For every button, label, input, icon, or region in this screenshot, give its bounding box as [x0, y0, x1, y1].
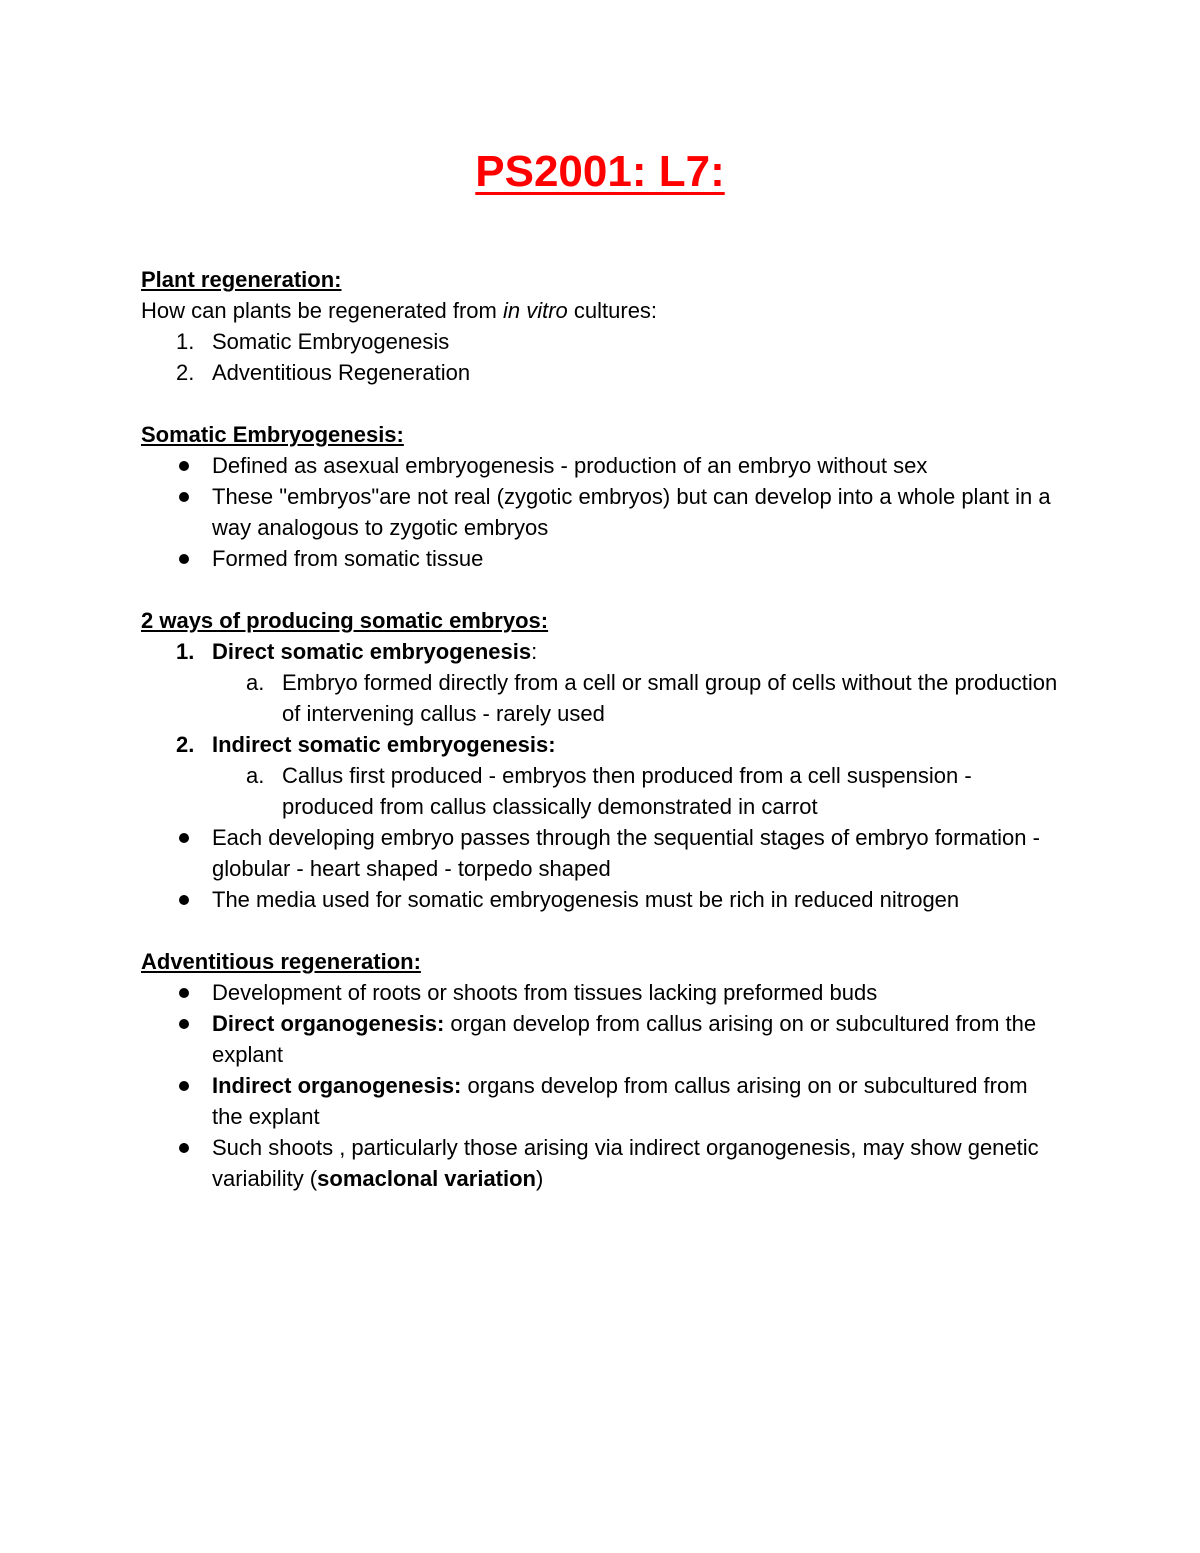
- sub-list-text: Embryo formed directly from a cell or small group of cells without the production of intervening callus - rarely used: [282, 670, 1058, 726]
- sub-list-letter: a.: [246, 670, 265, 695]
- list-number: 1.: [176, 329, 195, 354]
- list-number: 2.: [176, 360, 195, 385]
- list-item-text: Somatic Embryogenesis: [212, 329, 450, 354]
- list-item: [141, 357, 1061, 388]
- sub-list-item: [141, 667, 1061, 729]
- list-item: [141, 977, 1061, 1008]
- sub-list-item: [141, 760, 1061, 822]
- list-item: [141, 822, 1061, 884]
- list-item-text: These "embryos"are not real (zygotic embryos) but can develop into a whole plant in a way analogous to zygotic embryos: [212, 484, 1051, 540]
- spacer: [141, 574, 1061, 605]
- bullet-icon: [179, 1019, 189, 1029]
- bullet-icon: [179, 833, 189, 843]
- list-item-label: Direct somatic embryogenesis: [212, 639, 532, 664]
- list-item-text: Formed from somatic tissue: [212, 546, 484, 571]
- page-title: PS2001: L7:: [475, 147, 725, 196]
- list-item-text: organs develop from callus arising on or subcultured from the explant: [212, 1073, 1028, 1129]
- spacer: [141, 915, 1061, 946]
- list-item-text: Such shoots , particularly those arising via indirect organogenesis, may show genetic variability (: [212, 1135, 1039, 1191]
- spacer: [141, 388, 1061, 419]
- list-item: [141, 326, 1061, 357]
- term-indirect-organogenesis: Indirect organogenesis:: [212, 1073, 462, 1098]
- list-item: [141, 1008, 1061, 1070]
- heading-two-ways: 2 ways of producing somatic embryos:: [141, 608, 549, 633]
- sub-list-text: Callus first produced - embryos then produced from a cell suspension - produced from callus classically demonstrated in carrot: [282, 763, 972, 819]
- bullet-icon: [179, 461, 189, 471]
- bullet-icon: [179, 1081, 189, 1091]
- list-item: [141, 450, 1061, 481]
- list-item-text: The media used for somatic embryogenesis must be rich in reduced nitrogen: [212, 887, 960, 912]
- heading-plant-regeneration: Plant regeneration:: [141, 267, 342, 292]
- sub-list-letter: a.: [246, 763, 265, 788]
- term-somaclonal-variation: somaclonal variation: [317, 1166, 536, 1191]
- plant-intro-post: cultures:: [567, 298, 658, 323]
- list-item-text: Each developing embryo passes through the sequential stages of embryo formation - globular - heart shaped - torpedo shaped: [212, 825, 1040, 881]
- list-item: [141, 1070, 1061, 1132]
- term-direct-organogenesis: Direct organogenesis:: [212, 1011, 445, 1036]
- list-number: 2.: [176, 732, 195, 757]
- heading-adventitious-regeneration: Adventitious regeneration:: [141, 949, 421, 974]
- bullet-icon: [179, 988, 189, 998]
- list-item-text-end: ): [536, 1166, 544, 1191]
- list-item-suffix: :: [531, 639, 538, 664]
- plant-intro-pre: How can plants be regenerated from: [141, 298, 503, 323]
- list-item: [141, 1132, 1061, 1194]
- bullet-icon: [179, 554, 189, 564]
- list-item: [141, 729, 1061, 760]
- bullet-icon: [179, 492, 189, 502]
- bullet-icon: [179, 895, 189, 905]
- list-item: [141, 636, 1061, 667]
- bullet-icon: [179, 1143, 189, 1153]
- plant-intro: [141, 295, 1061, 326]
- list-item-text: Adventitious Regeneration: [212, 360, 471, 385]
- list-item: [141, 481, 1061, 543]
- document-body: [141, 264, 1061, 1194]
- list-number: 1.: [176, 639, 195, 664]
- list-item-text: Defined as asexual embryogenesis - production of an embryo without sex: [212, 453, 928, 478]
- list-item: [141, 543, 1061, 574]
- heading-somatic-embryogenesis: Somatic Embryogenesis:: [141, 422, 404, 447]
- list-item-text: Development of roots or shoots from tissues lacking preformed buds: [212, 980, 878, 1005]
- list-item: [141, 884, 1061, 915]
- plant-intro-em: in vitro: [502, 298, 568, 323]
- list-item-label: Indirect somatic embryogenesis:: [212, 732, 556, 757]
- list-item-text: organ develop from callus arising on or subcultured from the explant: [212, 1011, 1037, 1067]
